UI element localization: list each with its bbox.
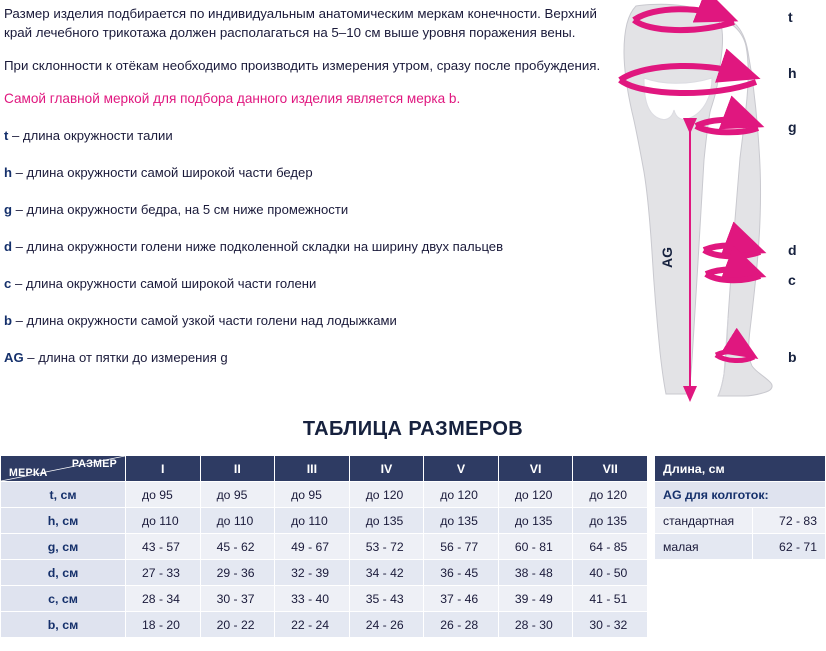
legend-item-ag	[4, 348, 604, 367]
size-table	[0, 455, 648, 638]
cell-b-5: 26 - 28	[424, 612, 499, 638]
length-table	[654, 455, 826, 560]
legend-key-b: b	[4, 313, 12, 328]
highlight-note: Самой главной меркой для подбора данного изделия является мерка b.	[4, 91, 461, 106]
legend-text-h: – длина окружности самой широкой части бедер	[15, 165, 313, 180]
table-row	[1, 508, 648, 534]
length-row-value-small: 62 - 71	[753, 534, 826, 560]
cell-t-4: до 120	[349, 482, 424, 508]
col-header-4: IV	[349, 456, 424, 482]
cell-d-7: 40 - 50	[573, 560, 648, 586]
illus-label-d: d	[788, 242, 797, 258]
cell-g-7: 64 - 85	[573, 534, 648, 560]
cell-h-3: до 110	[275, 508, 350, 534]
cell-h-7: до 135	[573, 508, 648, 534]
legend-key-g: g	[4, 202, 12, 217]
cell-g-2: 45 - 62	[200, 534, 275, 560]
illus-label-g: g	[788, 119, 797, 135]
cell-b-4: 24 - 26	[349, 612, 424, 638]
cell-b-2: 20 - 22	[200, 612, 275, 638]
row-label-g: g, см	[1, 534, 126, 560]
illus-label-t: t	[788, 9, 793, 25]
cell-d-1: 27 - 33	[126, 560, 201, 586]
ag-vertical-label: AG	[659, 247, 675, 268]
cell-d-2: 29 - 36	[200, 560, 275, 586]
length-table-header-row	[655, 456, 826, 482]
cell-h-5: до 135	[424, 508, 499, 534]
table-corner-cell	[1, 456, 126, 482]
cell-t-2: до 95	[200, 482, 275, 508]
legend-text-t: – длина окружности талии	[12, 128, 173, 143]
cell-d-5: 36 - 45	[424, 560, 499, 586]
row-label-b: b, см	[1, 612, 126, 638]
legend-item-b	[4, 311, 604, 330]
legend-item-c	[4, 274, 604, 293]
length-row-name-standard: стандартная	[655, 508, 753, 534]
legend-key-t: t	[4, 128, 9, 143]
legend-text-g: – длина окружности бедра, на 5 см ниже промежности	[15, 202, 349, 217]
cell-t-6: до 120	[498, 482, 573, 508]
cell-c-2: 30 - 37	[200, 586, 275, 612]
legend-text-d: – длина окружности голени ниже подколенной складки на ширину двух пальцев	[15, 239, 504, 254]
body-silhouette	[624, 4, 772, 396]
cell-g-1: 43 - 57	[126, 534, 201, 560]
cell-t-1: до 95	[126, 482, 201, 508]
legend-key-h: h	[4, 165, 12, 180]
cell-g-3: 49 - 67	[275, 534, 350, 560]
legend-key-c: c	[4, 276, 12, 291]
length-table-subheader-row	[655, 482, 826, 508]
cell-t-7: до 120	[573, 482, 648, 508]
cell-c-1: 28 - 34	[126, 586, 201, 612]
legend-key-d: d	[4, 239, 12, 254]
description-column	[4, 4, 604, 385]
size-table-title: ТАБЛИЦА РАЗМЕРОВ	[302, 418, 524, 440]
legend-text-ag: – длина от пятки до измерения g	[27, 350, 228, 365]
cell-g-6: 60 - 81	[498, 534, 573, 560]
table-row	[1, 534, 648, 560]
table-row	[1, 482, 648, 508]
legend-item-g	[4, 200, 604, 219]
table-row	[1, 612, 648, 638]
cell-d-4: 34 - 42	[349, 560, 424, 586]
cell-h-4: до 135	[349, 508, 424, 534]
row-label-c: c, см	[1, 586, 126, 612]
row-label-t: t, см	[1, 482, 126, 508]
cell-c-7: 41 - 51	[573, 586, 648, 612]
list-item	[655, 508, 826, 534]
cell-c-6: 39 - 49	[498, 586, 573, 612]
cell-t-5: до 120	[424, 482, 499, 508]
col-header-2: II	[200, 456, 275, 482]
cell-b-6: 28 - 30	[498, 612, 573, 638]
length-row-name-small: малая	[655, 534, 753, 560]
cell-d-6: 38 - 48	[498, 560, 573, 586]
cell-g-4: 53 - 72	[349, 534, 424, 560]
illus-label-b: b	[788, 349, 797, 365]
cell-h-2: до 110	[200, 508, 275, 534]
legend-item-t	[4, 126, 604, 145]
cell-t-3: до 95	[275, 482, 350, 508]
cell-b-3: 22 - 24	[275, 612, 350, 638]
table-header-row	[1, 456, 648, 482]
cell-c-5: 37 - 46	[424, 586, 499, 612]
length-table-header: Длина, см	[655, 456, 826, 482]
row-label-d: d, см	[1, 560, 126, 586]
measure-band-d	[704, 246, 760, 257]
illus-label-c: c	[788, 272, 796, 288]
cell-c-4: 35 - 43	[349, 586, 424, 612]
col-header-6: VI	[498, 456, 573, 482]
cell-h-6: до 135	[498, 508, 573, 534]
legend-item-d	[4, 237, 604, 256]
corner-measure-label: МЕРКА	[9, 467, 48, 479]
leg-measurement-illustration	[600, 0, 826, 412]
col-header-3: III	[275, 456, 350, 482]
list-item	[655, 534, 826, 560]
intro-paragraph-2: При склонности к отёкам необходимо производить измерения утром, сразу после пробуждения.	[4, 58, 601, 73]
col-header-7: VII	[573, 456, 648, 482]
length-table-subheader: AG для колготок:	[655, 482, 826, 508]
cell-c-3: 33 - 40	[275, 586, 350, 612]
cell-g-5: 56 - 77	[424, 534, 499, 560]
table-row	[1, 586, 648, 612]
cell-h-1: до 110	[126, 508, 201, 534]
cell-d-3: 32 - 39	[275, 560, 350, 586]
col-header-1: I	[126, 456, 201, 482]
row-label-h: h, см	[1, 508, 126, 534]
illus-label-h: h	[788, 65, 797, 81]
legend-key-ag: AG	[4, 350, 24, 365]
legend-text-c: – длина окружности самой широкой части голени	[14, 276, 317, 291]
legend-text-b: – длина окружности самой узкой части голени над лодыжками	[15, 313, 397, 328]
table-row	[1, 560, 648, 586]
corner-size-label: РАЗМЕР	[71, 458, 117, 470]
col-header-5: V	[424, 456, 499, 482]
cell-b-1: 18 - 20	[126, 612, 201, 638]
intro-paragraph-1: Размер изделия подбирается по индивидуальным анатомическим меркам конечности. Верхний край лечебного трикотажа должен располагаться на 5–10 см выше уровня поражения вены.	[4, 6, 597, 40]
legend-item-h	[4, 163, 604, 182]
length-row-value-standard: 72 - 83	[753, 508, 826, 534]
cell-b-7: 30 - 32	[573, 612, 648, 638]
